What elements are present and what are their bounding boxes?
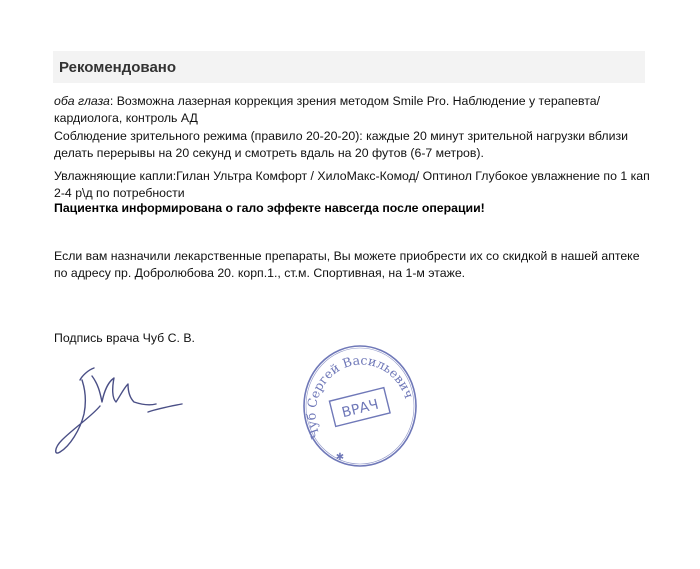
doctor-signature-label: Подпись врача Чуб С. В. [54,331,195,345]
stamp-arc-text: Чуб Сергей Васильевич [303,352,417,441]
eye-drops-paragraph: Увлажняющие капли:Гилан Ультра Комфорт / ХилоМакс-Комод/ Оптинол Глубокое увлажнение по 1 кап 2-4 р\д по потребности [54,169,650,200]
handwritten-signature [52,362,192,462]
visual-regime-line-2: делать перерывы на 20 секунд и смотреть вдаль на 20 футов (6-7 метров). [54,146,484,160]
star-icon: ✱ [335,452,345,463]
recommendation-text: : Возможна лазерная коррекция зрения методом Smile Pro. Наблюдение у терапевта/кардиолога, контроль АД [54,94,601,125]
doctor-stamp [300,342,420,470]
eyes-label: оба глаза [54,94,110,108]
recommendation-paragraph [54,93,654,127]
section-title: Рекомендовано [59,59,177,76]
visual-regime-line-1: Соблюдение зрительного режима (правило 20-20-20): каждые 20 минут зрительной нагрузки вблизи [54,129,628,143]
visual-regime-paragraph [54,128,654,162]
stamp-center-word: ВРАЧ [340,396,381,422]
pharmacy-note: Если вам назначили лекарственные препараты, Вы можете приобрести их со скидкой в нашей аптеке по адресу пр. Добролюбова 20. корп.1., ст.м. Спортивная, на 1-м этаже. [54,249,640,280]
halo-warning: Пациентка информирована о гало эффекте навсегда после операции! [54,201,485,215]
section-header [53,51,645,83]
